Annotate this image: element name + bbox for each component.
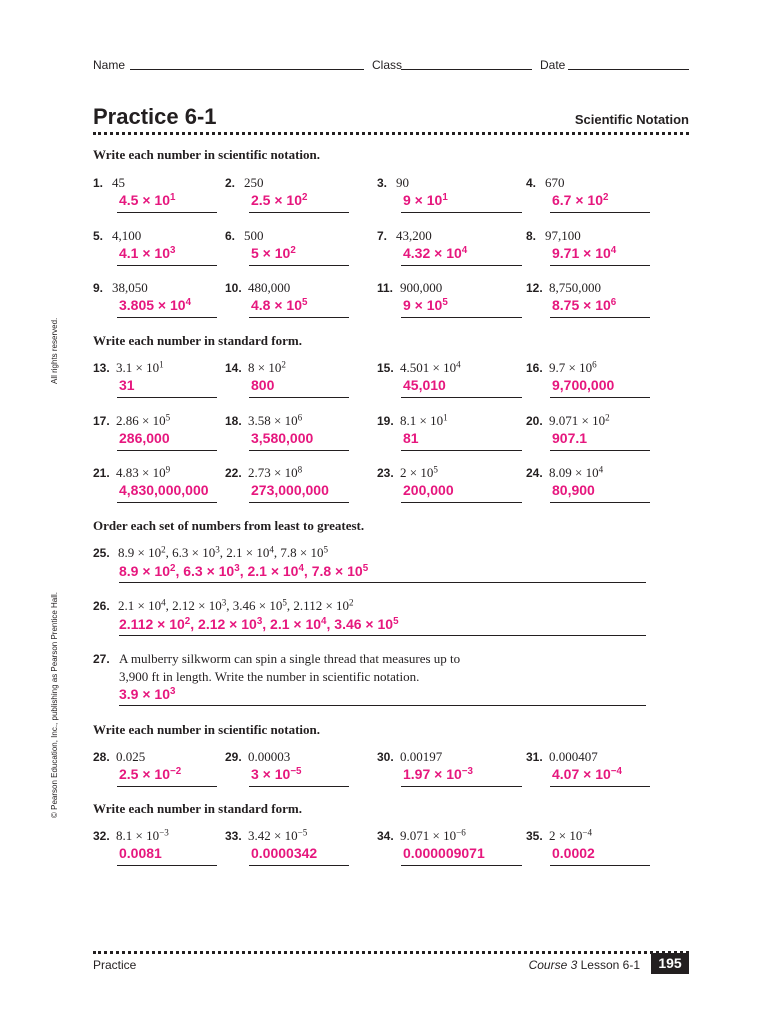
answer-line[interactable] — [117, 397, 217, 398]
problem-number: 35. — [526, 829, 543, 843]
problem-value: $9.071 \times 10^{-6}$ — [400, 827, 466, 843]
problem-value: 4,100 — [112, 228, 142, 243]
answer-line[interactable] — [401, 397, 522, 398]
answer-line[interactable] — [401, 502, 522, 503]
answer: $2.5 \times 10^{-2}$ — [119, 766, 182, 782]
problem-value: 38,050 — [112, 280, 148, 295]
problem-value: $8.9 \times 10^2$, $6.3 \times 10^3$, $2.1 \times 10^4$, $7.8 \times 10^5$ — [118, 544, 329, 560]
name-label: Name — [93, 58, 126, 72]
answer-line[interactable] — [249, 786, 349, 787]
problem-number: 32. — [93, 829, 110, 843]
answer: $2.112 \times 10^2$, $2.12 \times 10^3$, $2.1 \times 10^4$, $3.46 \times 10^5$ — [119, 616, 399, 632]
course-lesson — [529, 958, 640, 972]
problem-number: 3. — [377, 176, 388, 190]
problem-value: $8 \times 10^2$ — [248, 359, 286, 375]
answer-line[interactable] — [401, 265, 522, 266]
answer-line[interactable] — [117, 865, 217, 866]
problem-value: $2.86 \times 10^5$ — [116, 412, 171, 428]
problem-value: 45 — [112, 175, 125, 190]
answer-line[interactable] — [249, 212, 349, 213]
problem-number: 33. — [225, 829, 242, 843]
answer: 0.000009071 — [403, 845, 485, 861]
problem-value: $9.7 \times 10^6$ — [549, 359, 597, 375]
problem-value: 480,000 — [248, 280, 291, 295]
answer: 0.0081 — [119, 845, 162, 861]
answer-line[interactable] — [550, 212, 650, 213]
problem-number: 24. — [526, 466, 543, 480]
page-number: 195 — [651, 953, 689, 974]
answer: 273,000,000 — [251, 482, 329, 498]
problem-value: $8.1 \times 10^{-3}$ — [116, 827, 169, 843]
answer: 0.0002 — [552, 845, 595, 861]
problem-number: 2. — [225, 176, 236, 190]
answer-line[interactable] — [249, 502, 349, 503]
section-instruction: Write each number in standard form. — [93, 333, 302, 348]
problem-value: 8,750,000 — [549, 280, 601, 295]
answer-line[interactable] — [119, 635, 646, 636]
answer-line[interactable] — [117, 786, 217, 787]
problem-value: $3.1 \times 10^1$ — [116, 359, 164, 375]
problem-value: $2.73 \times 10^8$ — [248, 464, 303, 480]
answer-line[interactable] — [117, 317, 217, 318]
answer: $4.07 \times 10^{-4}$ — [552, 766, 622, 782]
problem-number: 29. — [225, 750, 242, 764]
problem-value: 0.000407 — [549, 749, 598, 764]
answer: $4.32 \times 10^4$ — [403, 245, 468, 261]
problem-number: 28. — [93, 750, 110, 764]
section-instruction: Write each number in standard form. — [93, 801, 302, 816]
problem-value: 0.00197 — [400, 749, 443, 764]
answer-line[interactable] — [550, 317, 650, 318]
answer-line[interactable] — [249, 265, 349, 266]
answer: $6.7 \times 10^2$ — [552, 192, 609, 208]
section-instruction: Write each number in scientific notation. — [93, 147, 321, 162]
problem-number: 20. — [526, 414, 543, 428]
answer-line[interactable] — [119, 582, 646, 583]
section-instruction: Order each set of numbers from least to greatest. — [93, 518, 365, 533]
problem-number: 13. — [93, 361, 110, 375]
problem-value: $2 \times 10^5$ — [400, 464, 438, 480]
answer-line[interactable] — [550, 865, 650, 866]
answer: $9 \times 10^5$ — [403, 297, 448, 313]
answer: 45,010 — [403, 377, 446, 393]
date-label: Date — [540, 58, 566, 72]
problem-value: 0.00003 — [248, 749, 291, 764]
problem-value: 500 — [244, 228, 264, 243]
problem-value: $4.501 \times 10^4$ — [400, 359, 461, 375]
problem-value: 250 — [244, 175, 264, 190]
copyright-text: © Pearson Education, Inc., publishing as Pearson Prentice Hall. — [50, 591, 59, 818]
problem-number: 4. — [526, 176, 537, 190]
class-field[interactable] — [401, 69, 532, 70]
problem-value: $4.83 \times 10^9$ — [116, 464, 171, 480]
problem-number: 5. — [93, 229, 104, 243]
problem-number: 14. — [225, 361, 242, 375]
problem-text: A mulberry silkworm can spin a single thread that measures up to — [119, 651, 461, 666]
answer-line[interactable] — [401, 317, 522, 318]
problem-number: 31. — [526, 750, 543, 764]
problem-number: 16. — [526, 361, 543, 375]
page-title: Practice 6-1 — [93, 104, 217, 129]
problem-number: 7. — [377, 229, 388, 243]
problem-number: 25. — [93, 546, 110, 560]
name-field[interactable] — [130, 69, 364, 70]
problem-number: 1. — [93, 176, 104, 190]
problem-number: 15. — [377, 361, 394, 375]
answer: 200,000 — [403, 482, 454, 498]
answer: 0.0000342 — [251, 845, 318, 861]
answer-line[interactable] — [550, 502, 650, 503]
problem-number: 19. — [377, 414, 394, 428]
answer-line[interactable] — [117, 450, 217, 451]
answer-line[interactable] — [249, 317, 349, 318]
problem-number: 17. — [93, 414, 110, 428]
answer: 80,900 — [552, 482, 595, 498]
answer-line[interactable] — [117, 502, 217, 503]
answer: $8.9 \times 10^2$, $6.3 \times 10^3$, $2.1 \times 10^4$, $7.8 \times 10^5$ — [119, 563, 369, 579]
problem-value: 43,200 — [396, 228, 432, 243]
problem-number: 22. — [225, 466, 242, 480]
problem-number: 30. — [377, 750, 394, 764]
answer: 81 — [403, 430, 419, 446]
problem-number: 10. — [225, 281, 242, 295]
answer-line[interactable] — [117, 212, 217, 213]
problem-number: 34. — [377, 829, 394, 843]
course-name: Course 3 — [528, 958, 578, 972]
answer-line[interactable] — [401, 865, 522, 866]
problem-value: 900,000 — [400, 280, 443, 295]
answer: $1.97 \times 10^{-3}$ — [403, 766, 473, 782]
answer-line[interactable] — [550, 786, 650, 787]
problem-number: 9. — [93, 281, 104, 295]
answer-line[interactable] — [550, 397, 650, 398]
answer: 9,700,000 — [552, 377, 615, 393]
problem-value: 0.025 — [116, 749, 146, 764]
class-label: Class — [372, 58, 403, 72]
answer: $4.1 \times 10^3$ — [119, 245, 176, 261]
problem-value: $2.1 \times 10^4$, $2.12 \times 10^3$, $3.46 \times 10^5$, $2.112 \times 10^2$ — [118, 597, 354, 613]
problem-value: $8.09 \times 10^4$ — [549, 464, 604, 480]
problem-number: 11. — [377, 281, 394, 295]
problem-number: 23. — [377, 466, 394, 480]
answer: $3 \times 10^{-5}$ — [251, 766, 302, 782]
problem-number: 12. — [526, 281, 543, 295]
answer-line[interactable] — [119, 705, 646, 706]
rights-text: All rights reserved. — [50, 317, 59, 384]
problem-number: 26. — [93, 599, 110, 613]
answer: $2.5 \times 10^2$ — [251, 192, 308, 208]
problem-value: $2 \times 10^{-4}$ — [549, 827, 593, 843]
answer: $9.71 \times 10^4$ — [552, 245, 617, 261]
problem-value: 90 — [396, 175, 409, 190]
date-field[interactable] — [568, 69, 689, 70]
problem-number: 18. — [225, 414, 242, 428]
section-instruction: Write each number in scientific notation. — [93, 722, 321, 737]
answer: 4,830,000,000 — [119, 482, 209, 498]
problem-number: 21. — [93, 466, 110, 480]
problem-value: $9.071 \times 10^2$ — [549, 412, 610, 428]
problem-value: 97,100 — [545, 228, 581, 243]
answer: 800 — [251, 377, 275, 393]
answer: $3.9 \times 10^3$ — [119, 686, 176, 702]
answer: 907.1 — [552, 430, 588, 446]
answer-line[interactable] — [550, 450, 650, 451]
answer-line[interactable] — [401, 786, 522, 787]
title-divider — [93, 132, 689, 135]
problem-value: $3.42 \times 10^{-5}$ — [248, 827, 308, 843]
answer-line[interactable] — [550, 265, 650, 266]
topic-title: Scientific Notation — [574, 112, 689, 127]
answer-line[interactable] — [401, 212, 522, 213]
answer-line[interactable] — [249, 397, 349, 398]
answer-line[interactable] — [249, 450, 349, 451]
problem-text: 3,900 ft in length. Write the number in scientific notation. — [119, 669, 420, 684]
answer: $9 \times 10^1$ — [403, 192, 448, 208]
answer: $8.75 \times 10^6$ — [552, 297, 617, 313]
problem-value: $3.58 \times 10^6$ — [248, 412, 303, 428]
footer-divider — [93, 951, 689, 954]
answer: $3.805 \times 10^4$ — [119, 297, 192, 313]
answer: 3,580,000 — [251, 430, 314, 446]
problem-number: 6. — [225, 229, 236, 243]
answer-line[interactable] — [117, 265, 217, 266]
answer: 286,000 — [119, 430, 170, 446]
answer: $5 \times 10^2$ — [251, 245, 296, 261]
problem-number: 27. — [93, 652, 110, 666]
answer-line[interactable] — [401, 450, 522, 451]
problem-number: 8. — [526, 229, 537, 243]
answer: $4.8 \times 10^5$ — [251, 297, 308, 313]
problem-value: $8.1 \times 10^1$ — [400, 412, 448, 428]
answer-line[interactable] — [249, 865, 349, 866]
answer: 31 — [119, 377, 135, 393]
answer: $4.5 \times 10^1$ — [119, 192, 176, 208]
problem-value: 670 — [545, 175, 565, 190]
lesson-name: Lesson 6-1 — [577, 958, 640, 972]
footer-label: Practice — [93, 958, 137, 972]
